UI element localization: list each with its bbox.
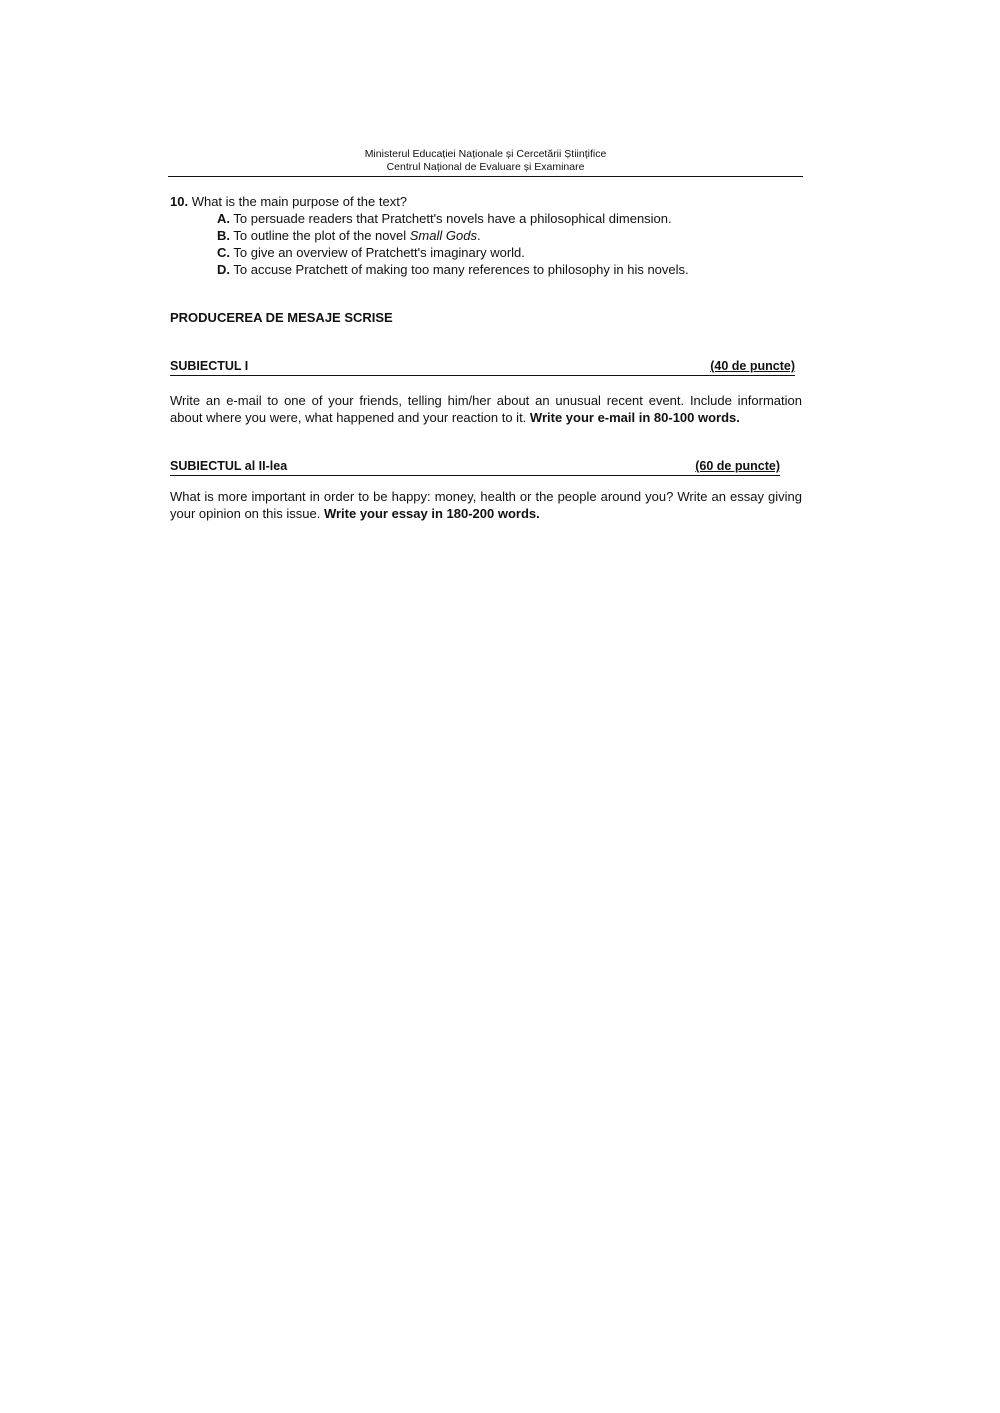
header-ministry: Ministerul Educației Naționale și Cercetării Științifice — [364, 148, 607, 160]
subject1-prompt — [170, 392, 802, 426]
subject2-points: (60 de puncte) — [695, 459, 780, 473]
subject1-text: Write an e-mail to one of your friends, telling him/her about an unusual recent event. Include information about where you were, what happened and your reaction to it. — [170, 393, 802, 425]
subject2-title: SUBIECTUL al II-lea — [170, 459, 288, 473]
option-d — [217, 261, 810, 278]
option-text: To accuse Pratchett of making too many references to philosophy in his novels. — [233, 262, 689, 277]
option-c — [217, 244, 810, 261]
subject2-instruction: Write your essay in 180-200 words. — [323, 506, 540, 521]
section-title: PRODUCEREA DE MESAJE SCRISE — [170, 310, 393, 325]
header-center: Centrul Național de Evaluare și Examinare — [386, 161, 585, 173]
question-number: 10. — [170, 194, 189, 209]
question-10 — [170, 193, 810, 278]
option-letter: C. — [217, 245, 230, 260]
subject1-title: SUBIECTUL I — [170, 359, 249, 373]
option-letter: B. — [217, 228, 230, 243]
question-text: What is the main purpose of the text? — [191, 194, 408, 209]
subject2-heading — [170, 459, 780, 476]
novel-title: Small Gods — [409, 228, 477, 243]
option-text: To outline the plot of the novel — [233, 228, 410, 243]
subject2-text: What is more important in order to be happy: money, health or the people around you? Write an essay giving your opinion on this issue. — [170, 489, 802, 521]
option-letter: A. — [217, 211, 230, 226]
answer-options — [170, 210, 810, 278]
subject2-prompt — [170, 488, 802, 522]
option-letter: D. — [217, 262, 230, 277]
option-text-end: . — [476, 228, 481, 243]
question-stem — [170, 193, 810, 210]
subject1-points: (40 de puncte) — [710, 359, 795, 373]
option-text: To give an overview of Pratchett's imaginary world. — [233, 245, 525, 260]
option-b — [217, 227, 810, 244]
subject1-heading — [170, 359, 795, 376]
option-a — [217, 210, 810, 227]
subject1-instruction: Write your e-mail in 80-100 words. — [529, 410, 740, 425]
document-header — [168, 148, 803, 177]
option-text: To persuade readers that Pratchett's novels have a philosophical dimension. — [233, 211, 672, 226]
